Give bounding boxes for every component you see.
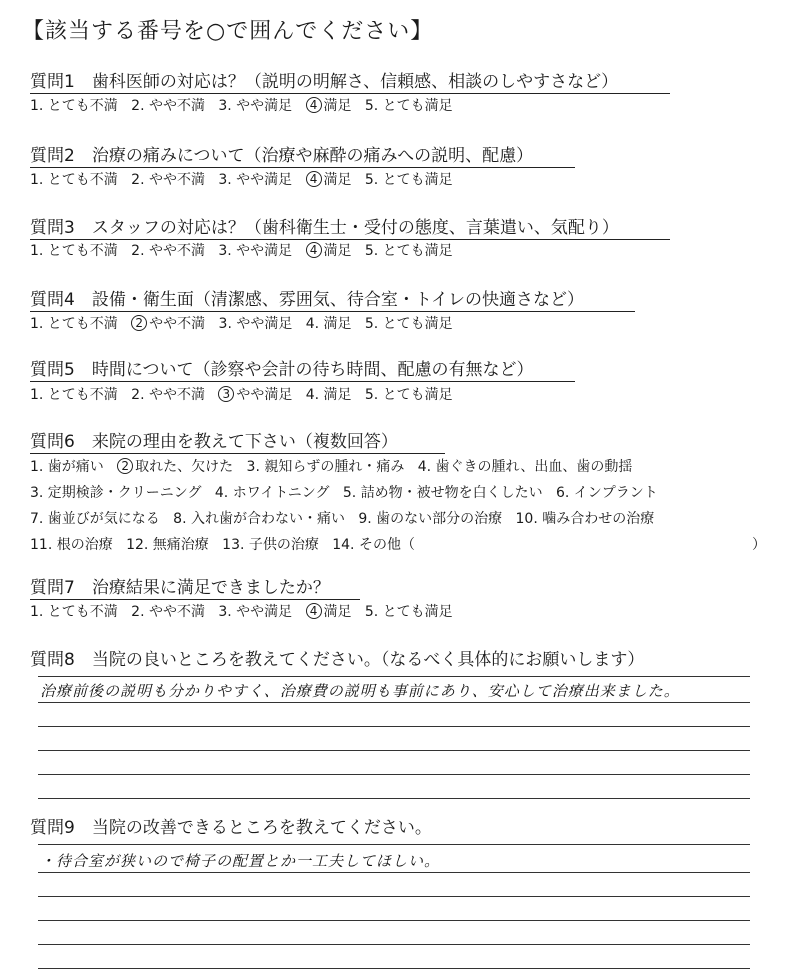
option-2: 2. やや不満 [131,98,205,114]
reason-12: 12. 無痛治療 [126,537,209,553]
reason-checkup: 3. 定期検診・クリーニング [30,485,202,501]
circled-number: 4 [306,97,322,113]
reason-2: 取れた、欠けた [135,459,234,475]
reason-7: 7. 歯並びが気になる [30,511,160,527]
answer-line [38,920,750,921]
reason-11: 11. 根の治療 [30,537,113,553]
option-1: 1. とても不満 [30,604,118,620]
question-6-row-2 [30,484,658,502]
question-1-label: 質問1 歯科医師の対応は？（説明の明解さ、信頼感、相談のしやすさなど） [30,72,619,92]
question-5-underline [30,381,575,382]
option-3: 3. やや満足 [218,604,293,620]
answer-line [38,750,750,751]
option-1: 1. とても不満 [30,387,118,403]
question-1-underline [30,93,670,94]
other-close-paren: ） [752,537,766,553]
circled-number: 4 [306,603,322,619]
option-4: 4. 満足 [305,316,352,332]
question-6-row-1 [30,458,632,476]
reason-8: 8. 入れ歯が合わない・痛い [173,511,345,527]
answer-line [38,774,750,775]
option-4: 満足 [323,172,352,188]
option-5: 5. とても満足 [364,387,453,403]
question-8-handwritten-answer: 治療前後の説明も分かりやすく、治療費の説明も事前にあり、安心して治療出来ました。 [40,682,680,700]
question-4-label: 質問4 設備・衛生面（清潔感、雰囲気、待合室・トイレの快適さなど） [30,290,584,310]
answer-line [38,798,750,799]
circled-number: 2 [131,315,147,331]
question-8-label: 質問8 当院の良いところを教えてください。（なるべく具体的にお願いします） [30,650,645,670]
circled-number: 3 [218,386,234,402]
option-5: 5. とても満足 [364,604,453,620]
option-3: 3. やや満足 [218,316,293,332]
answer-line [38,872,750,873]
circled-number: 2 [117,458,133,474]
option-4: 満足 [323,604,352,620]
question-5-options [30,386,453,404]
reason-white-fillings: 5. 詰め物・被せ物を白くしたい [342,485,543,501]
question-9-handwritten-answer: ・待合室が狭いので椅子の配置とか一工夫してほしい。 [40,852,441,870]
question-4-options [30,315,453,333]
question-3-options [30,242,453,260]
answer-line [38,702,750,703]
option-5: 5. とても満足 [364,98,453,114]
option-4: 満足 [323,98,352,114]
option-2: 2. やや不満 [131,172,205,188]
answer-line [38,676,750,677]
question-2-underline [30,167,575,168]
option-1: 1. とても不満 [30,316,118,332]
question-7-options [30,603,453,621]
answer-line [38,968,750,969]
option-3: 3. やや満足 [218,243,293,259]
reason-9: 9. 歯のない部分の治療 [358,511,503,527]
option-5: 5. とても満足 [364,172,453,188]
option-5: 5. とても満足 [364,243,453,259]
option-2: 2. やや不満 [131,243,205,259]
reason-implant: 6. インプラント [555,485,658,501]
question-6-row-4 [30,536,415,554]
answer-line [38,944,750,945]
option-2: やや不満 [149,316,206,332]
option-3: やや満足 [236,387,293,403]
option-2: 2. やや不満 [131,604,205,620]
option-3: 3. やや満足 [218,172,293,188]
circled-number: 4 [306,242,322,258]
answer-line [38,844,750,845]
option-4: 4. 満足 [305,387,352,403]
option-1: 1. とても不満 [30,172,118,188]
question-6-row-3 [30,510,654,528]
question-6-underline [30,453,445,454]
question-6-label: 質問6 来院の理由を教えて下さい（複数回答） [30,432,398,452]
circled-number: 4 [306,171,322,187]
option-5: 5. とても満足 [364,316,453,332]
reason-1: 1. 歯が痛い [30,459,104,475]
option-4: 満足 [323,243,352,259]
question-2-options [30,171,453,189]
answer-line [38,726,750,727]
reason-10: 10. 噛み合わせの治療 [515,511,655,527]
reason-13: 13. 子供の治療 [222,537,319,553]
option-1: 1. とても不満 [30,98,118,114]
page-title: 【該当する番号を○で囲んでください】 [22,19,434,44]
question-5-label: 質問5 時間について（診察や会計の待ち時間、配慮の有無など） [30,360,534,380]
question-1-options [30,97,453,115]
reason-3: 3. 親知らずの腫れ・痛み [246,459,405,475]
question-3-label: 質問3 スタッフの対応は？（歯科衛生士・受付の態度、言葉遣い、気配り） [30,218,619,238]
answer-line [38,896,750,897]
question-7-label: 質問7 治療結果に満足できましたか？ [30,578,330,598]
option-3: 3. やや満足 [218,98,293,114]
option-2: 2. やや不満 [131,387,205,403]
question-2-label: 質問2 治療の痛みについて（治療や麻酔の痛みへの説明、配慮） [30,146,534,166]
option-1: 1. とても不満 [30,243,118,259]
question-4-underline [30,311,635,312]
reason-14-other: 14. その他（ [332,537,415,553]
question-3-underline [30,239,670,240]
reason-4: 4. 歯ぐきの腫れ、出血、歯の動揺 [417,459,633,475]
reason-whitening: 4. ホワイトニング [214,485,330,501]
question-7-underline [30,599,360,600]
question-9-label: 質問9 当院の改善できるところを教えてください。 [30,818,432,838]
